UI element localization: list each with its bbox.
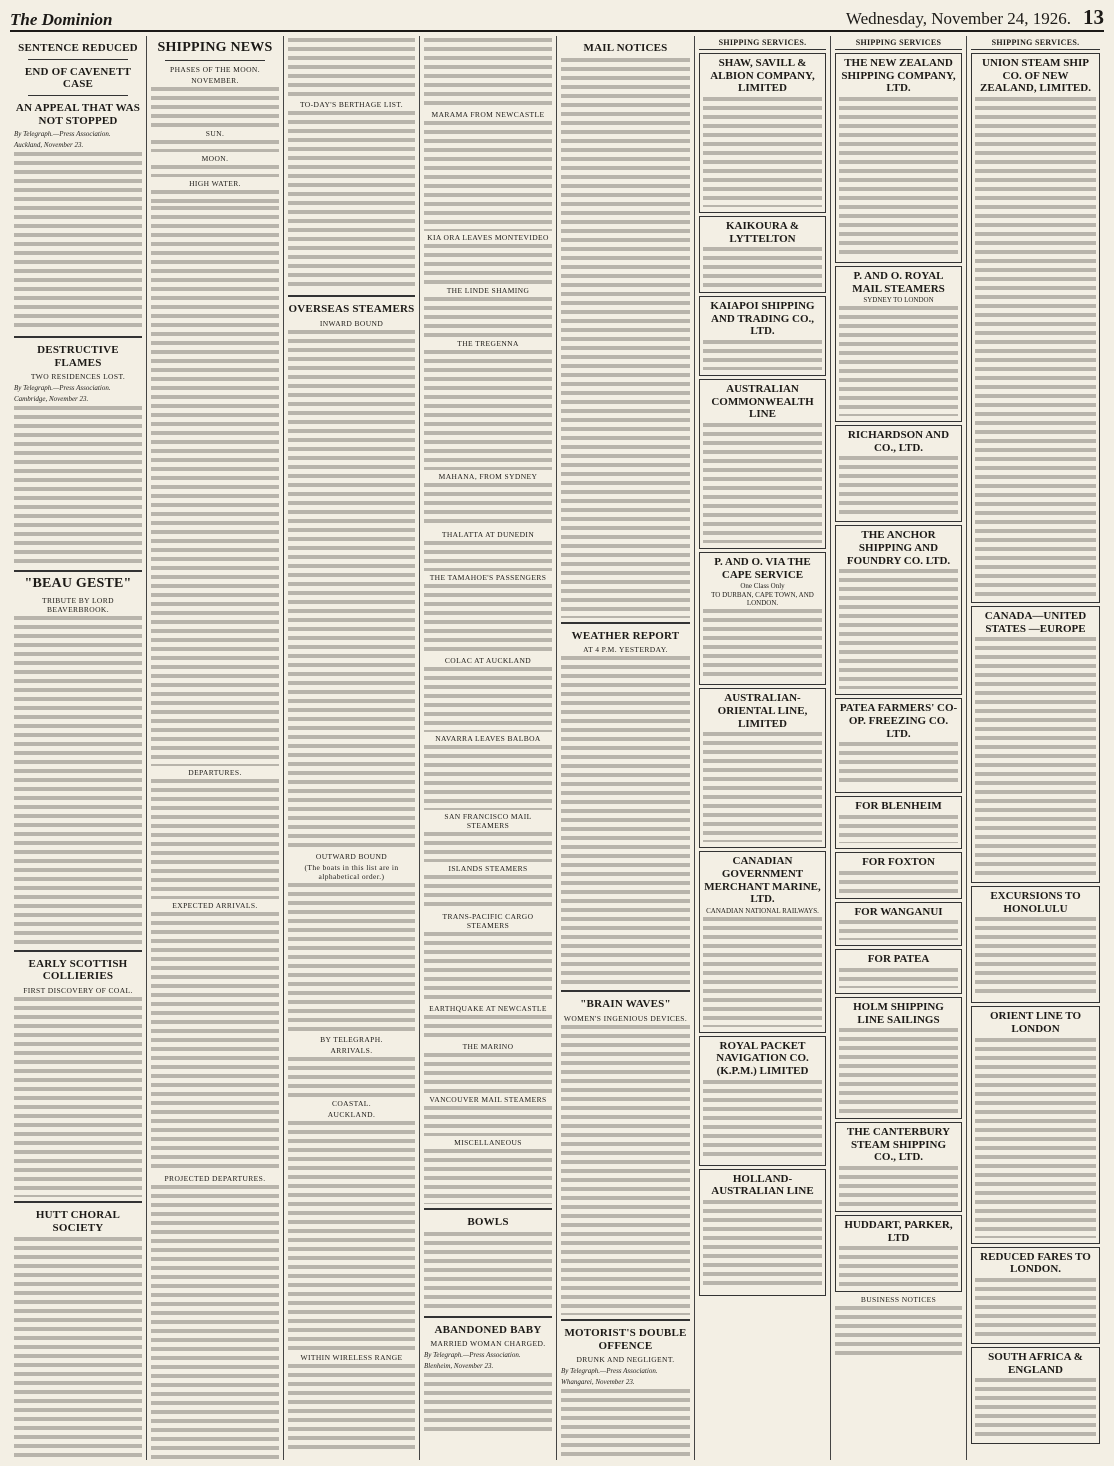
ad-title: P. AND O. VIA THE CAPE SERVICE	[714, 556, 811, 581]
divider	[424, 1316, 552, 1318]
dateline: Blenheim, November 23.	[424, 1362, 494, 1371]
headline-motorist: MOTORIST'S DOUBLE OFFENCE	[564, 1326, 687, 1352]
ad-title: ORIENT LINE TO LONDON	[989, 1010, 1082, 1036]
ad-australian-oriental	[699, 688, 826, 848]
column-7	[831, 36, 967, 1460]
byline: By Telegraph.—Press Association.	[424, 1351, 521, 1360]
article-body	[424, 1373, 552, 1433]
article-body	[424, 297, 552, 337]
article-body	[424, 1232, 552, 1312]
subheadline: MOON.	[201, 154, 229, 164]
ad-body	[839, 306, 958, 416]
outward-bound-list	[288, 883, 415, 1033]
ad-po-royal-mail	[835, 266, 962, 422]
divider	[28, 95, 128, 96]
subheadline: MARAMA FROM NEWCASTLE	[431, 110, 545, 119]
headline-abandoned-baby: ABANDONED BABY	[434, 1323, 542, 1336]
ad-title: THE NEW ZEALAND SHIPPING COMPANY, LTD.	[841, 57, 956, 95]
departures-list	[151, 779, 279, 899]
ad-body	[703, 1200, 822, 1290]
ad-body	[975, 917, 1096, 997]
arrivals-list	[151, 206, 279, 766]
month-label: NOVEMBER.	[191, 76, 239, 86]
subheadline: MISCELLANEOUS	[454, 1138, 522, 1147]
subheadline: MAHANA, FROM SYDNEY	[438, 472, 538, 481]
ad-title: UNION STEAM SHIP CO. OF NEW ZEALAND, LIMITED.	[980, 57, 1091, 95]
ad-body	[703, 917, 822, 1027]
ad-title: HUDDART, PARKER, LTD	[844, 1219, 953, 1244]
subheadline: COASTAL.	[331, 1098, 372, 1108]
sun-table	[151, 140, 279, 152]
ad-title: SOUTH AFRICA & ENGLAND	[988, 1351, 1083, 1376]
page-columns	[10, 36, 1104, 1460]
moon-table	[151, 87, 279, 127]
article-body	[424, 584, 552, 654]
column-5	[557, 36, 695, 1460]
divider	[14, 950, 142, 952]
ad-new-zealand-shipping	[835, 53, 962, 263]
headline-hutt-choral: HUTT CHORAL SOCIETY	[35, 1208, 121, 1234]
subheadline-cavenett: END OF CAVENETT CASE	[24, 65, 132, 91]
mail-notices-body	[561, 58, 690, 618]
column-4	[420, 36, 557, 1460]
article-body	[14, 152, 142, 332]
coastal-list	[288, 1121, 415, 1351]
ad-body	[975, 637, 1096, 877]
dateline: Cambridge, November 23.	[14, 395, 89, 404]
ad-note: CANADIAN NATIONAL RAILWAYS.	[706, 906, 819, 915]
ad-body	[703, 423, 822, 543]
divider	[165, 60, 265, 61]
business-notices-header: BUSINESS NOTICES	[860, 1295, 937, 1305]
moon-times	[151, 165, 279, 177]
ad-body	[839, 815, 958, 843]
article-body	[14, 1237, 142, 1460]
headline-weather-report: WEATHER REPORT	[571, 629, 680, 642]
ad-title: KAIAPOI SHIPPING AND TRADING CO., LTD.	[710, 300, 815, 338]
dateline: Auckland, November 23.	[14, 141, 84, 150]
headline-overseas-steamers: OVERSEAS STEAMERS	[288, 303, 415, 315]
column-3	[284, 36, 420, 1460]
ad-body	[703, 340, 822, 370]
ad-title: KAIKOURA & LYTTELTON	[725, 219, 800, 245]
section-header: SHIPPING SERVICES	[835, 38, 962, 50]
ad-title: FOR WANGANUI	[854, 905, 943, 918]
ad-canterbury	[835, 1122, 962, 1212]
telegraph-arrivals	[288, 1057, 415, 1097]
divider	[28, 59, 128, 60]
business-notices-body	[835, 1306, 962, 1356]
ad-title: RICHARDSON AND CO., LTD.	[847, 429, 950, 454]
divider	[561, 622, 690, 624]
ad-body	[839, 456, 958, 516]
ad-body	[839, 1028, 958, 1113]
divider	[14, 1201, 142, 1203]
ad-holm-shipping	[835, 997, 962, 1119]
ad-note: TO DURBAN, CAPE TOWN, AND LONDON.	[711, 591, 814, 608]
projected-departures-list	[151, 1185, 279, 1460]
ad-body	[839, 1246, 958, 1286]
subheadline: HIGH WATER.	[189, 179, 241, 189]
page-number: 13	[1083, 5, 1104, 29]
ad-title: AUSTRALIAN COMMONWEALTH LINE	[711, 383, 814, 421]
divider	[424, 1208, 552, 1210]
subheadline: DRUNK AND NEGLIGENT.	[576, 1355, 675, 1365]
ad-body	[975, 1038, 1096, 1238]
column-8	[967, 36, 1104, 1460]
ad-title: FOR FOXTON	[862, 855, 935, 868]
article-body	[424, 483, 552, 528]
subheadline: PHASES OF THE MOON.	[170, 65, 260, 75]
ad-title: THE CANTERBURY STEAM SHIPPING CO., LTD.	[846, 1126, 951, 1164]
ad-body	[839, 968, 958, 988]
ad-royal-packet	[699, 1036, 826, 1166]
subheadline: TWO RESIDENCES LOST.	[30, 372, 126, 382]
divider	[14, 570, 142, 572]
subheadline: PROJECTED DEPARTURES.	[164, 1174, 266, 1184]
article-body	[14, 616, 142, 946]
subheadline: VANCOUVER MAIL STEAMERS	[429, 1095, 547, 1104]
subheadline: TRANS-PACIFIC CARGO STEAMERS	[442, 912, 534, 930]
subheadline: THE LINDE SHAMING	[446, 286, 530, 295]
ad-wanganui	[835, 902, 962, 947]
ad-note: SYDNEY TO LONDON	[863, 296, 934, 305]
ad-body	[975, 1278, 1096, 1338]
ad-shaw-savill	[699, 53, 826, 213]
ad-richardson	[835, 425, 962, 522]
headline-mail-notices: MAIL NOTICES	[583, 42, 668, 54]
subheadline: EARTHQUAKE AT NEWCASTLE	[429, 1004, 547, 1013]
subheadline: AUCKLAND.	[327, 1109, 376, 1119]
ad-title: HOLLAND-AUSTRALIAN LINE	[711, 1172, 814, 1198]
subheadline: TRIBUTE BY LORD BEAVERBROOK.	[42, 595, 114, 614]
dateline-group	[846, 5, 1104, 30]
ad-title: P. AND O. ROYAL MAIL STEAMERS	[852, 269, 945, 295]
article-body	[424, 541, 552, 571]
shipping-notes	[424, 38, 552, 108]
subheadline: KIA ORA LEAVES MONTEVIDEO	[427, 233, 549, 242]
weather-report-body	[561, 656, 690, 986]
ad-title: PATEA FARMERS' CO-OP. FREEZING CO. LTD.	[839, 702, 958, 740]
ad-body	[839, 871, 958, 893]
column-6	[695, 36, 831, 1460]
column-1	[10, 36, 147, 1460]
article-body	[424, 121, 552, 231]
section-header: SHIPPING SERVICES.	[699, 38, 826, 50]
inward-bound-list	[288, 330, 415, 850]
article-body	[424, 350, 552, 470]
headline-shipping-news: SHIPPING NEWS	[157, 40, 273, 55]
column-2	[147, 36, 284, 1460]
ad-body	[839, 569, 958, 689]
headline-sentence-reduced: SENTENCE REDUCED	[18, 42, 138, 54]
paper-name: The Dominion	[10, 10, 113, 29]
article-body	[424, 1053, 552, 1093]
ad-title: CANADA—UNITED STATES —EUROPE	[984, 609, 1087, 635]
ad-title: AUSTRALIAN-ORIENTAL LINE, LIMITED	[717, 692, 808, 730]
article-body	[561, 1389, 690, 1460]
subheadline: FIRST DISCOVERY OF COAL.	[23, 985, 133, 995]
ad-title: CANADIAN GOVERNMENT MERCHANT MARINE, LTD.	[704, 855, 821, 906]
ad-body	[703, 609, 822, 679]
divider	[14, 336, 142, 338]
subheadline: BY TELEGRAPH.	[320, 1034, 383, 1044]
ad-excursions-honolulu	[971, 886, 1100, 1003]
ad-title: ROYAL PACKET NAVIGATION CO. (K.P.M.) LIMITED	[716, 1039, 809, 1078]
article-body	[14, 997, 142, 1197]
headline-bowls: BOWLS	[467, 1216, 509, 1228]
subheadline: WITHIN WIRELESS RANGE	[300, 1352, 403, 1362]
ad-body	[839, 97, 958, 257]
subheadline-appeal: AN APPEAL THAT WAS NOT STOPPED	[15, 101, 141, 127]
subheadline: DEPARTURES.	[188, 768, 242, 778]
ad-po-cape	[699, 552, 826, 685]
ad-title: THE ANCHOR SHIPPING AND FOUNDRY CO. LTD.	[846, 529, 951, 567]
article-body	[14, 406, 142, 566]
byline: By Telegraph.—Press Association.	[14, 130, 111, 139]
ad-huddart-parker	[835, 1215, 962, 1292]
ad-south-africa-england	[971, 1347, 1100, 1444]
ad-title: FOR PATEA	[867, 953, 930, 966]
ad-note: One Class Only	[740, 582, 785, 591]
byline: By Telegraph.—Press Association.	[561, 1367, 658, 1376]
note: (The boats in this list are in alphabetical order.)	[304, 862, 399, 881]
headline-brain-waves: "BRAIN WAVES"	[580, 998, 671, 1011]
subheadline: THALATTA AT DUNEDIN	[441, 530, 535, 539]
headline-scottish-collieries: EARLY SCOTTISH COLLIERIES	[28, 957, 128, 983]
subheadline: MARRIED WOMAN CHARGED.	[430, 1339, 546, 1349]
article-body	[561, 1025, 690, 1315]
ad-title: SHAW, SAVILL & ALBION COMPANY, LIMITED	[710, 57, 815, 95]
ad-title: EXCURSIONS TO HONOLULU	[990, 890, 1081, 915]
dateline: Whangarei, November 23.	[561, 1378, 635, 1387]
ad-body	[839, 742, 958, 787]
article-body	[424, 832, 552, 862]
subheadline: NAVARRA LEAVES BALBOA	[435, 734, 541, 743]
divider	[288, 295, 415, 297]
subheadline: EXPECTED ARRIVALS.	[172, 901, 258, 911]
ad-orient-line	[971, 1006, 1100, 1243]
ad-patea-farmers	[835, 698, 962, 793]
byline: By Telegraph.—Press Association.	[14, 384, 111, 393]
subheadline: SAN FRANCISCO MAIL STEAMERS	[444, 812, 532, 830]
subheadline: WOMEN'S INGENIOUS DEVICES.	[563, 1013, 688, 1023]
ad-australian-commonwealth	[699, 379, 826, 549]
masthead	[10, 6, 1104, 32]
subheadline: THE TAMAHOE'S PASSENGERS	[429, 573, 547, 582]
ad-body	[975, 97, 1096, 597]
subheadline: SUN.	[205, 129, 225, 139]
high-water-times	[151, 190, 279, 204]
ad-holland-australian	[699, 1169, 826, 1296]
ad-blenheim	[835, 796, 962, 849]
subheadline: INWARD BOUND	[319, 318, 384, 328]
berthage-list	[288, 111, 415, 291]
ad-body	[703, 732, 822, 842]
ad-title: HOLM SHIPPING LINE SAILINGS	[853, 1000, 944, 1026]
subheadline: OUTWARD BOUND	[315, 851, 388, 861]
ad-anchor-shipping	[835, 525, 962, 695]
expected-arrivals-list	[151, 912, 279, 1172]
article-body	[424, 1149, 552, 1204]
ad-foxton	[835, 852, 962, 899]
ad-body	[839, 920, 958, 940]
ad-body	[703, 1080, 822, 1160]
ad-title: FOR BLENHEIM	[855, 800, 942, 813]
ad-body	[839, 1166, 958, 1206]
ad-kaikoura	[699, 216, 826, 293]
shipping-notes	[288, 38, 415, 98]
article-body	[424, 667, 552, 732]
ad-body	[703, 97, 822, 207]
subheadline: TO-DAY'S BERTHAGE LIST.	[299, 100, 404, 109]
subheadline: ARRIVALS.	[330, 1045, 373, 1055]
subheadline: COLAC AT AUCKLAND	[444, 656, 532, 665]
ad-body	[703, 247, 822, 287]
headline-destructive-flames: DESTRUCTIVE FLAMES	[37, 344, 119, 369]
ad-patea	[835, 949, 962, 994]
divider	[561, 1319, 690, 1321]
section-header: SHIPPING SERVICES.	[971, 38, 1100, 50]
article-body	[424, 745, 552, 810]
subheadline: AT 4 P.M. YESTERDAY.	[583, 645, 668, 655]
ad-title: REDUCED FARES TO LONDON.	[980, 1250, 1091, 1276]
article-body	[424, 932, 552, 1002]
article-body	[424, 1106, 552, 1136]
ad-reduced-fares	[971, 1247, 1100, 1344]
dateline: Wednesday, November 24, 1926.	[845, 9, 1071, 28]
ad-canada-us-europe	[971, 606, 1100, 883]
ad-union-steam-ship	[971, 53, 1100, 603]
divider	[561, 990, 690, 992]
subheadline: ISLANDS STEAMERS	[448, 864, 528, 873]
subheadline: THE MARINO	[462, 1042, 514, 1051]
wireless-list	[288, 1364, 415, 1454]
ad-canadian-government	[699, 851, 826, 1033]
headline-beau-geste: "BEAU GESTE"	[24, 576, 132, 592]
article-body	[424, 1015, 552, 1040]
article-body	[424, 244, 552, 284]
subheadline: THE TREGENNA	[457, 339, 519, 348]
article-body	[424, 875, 552, 910]
ad-body	[975, 1378, 1096, 1438]
ad-kaiapoi	[699, 296, 826, 376]
